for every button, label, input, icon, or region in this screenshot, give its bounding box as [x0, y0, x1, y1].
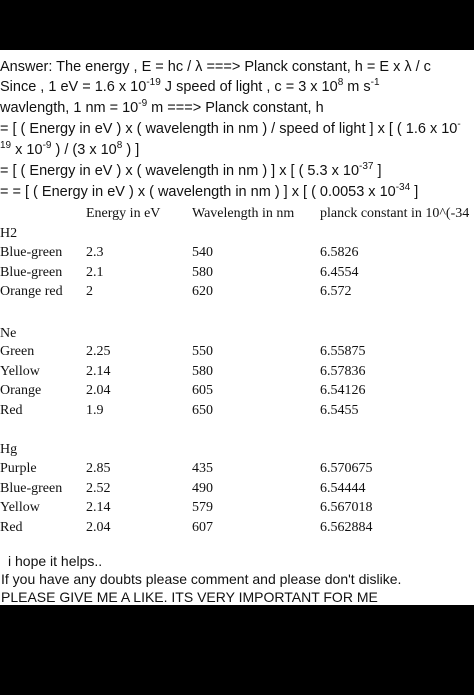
table-cell: 620	[192, 284, 213, 299]
header-energy: Energy in eV	[86, 206, 161, 221]
table-cell: 6.5455	[320, 402, 359, 418]
group-name: Ne	[0, 326, 17, 341]
row-label: Red	[0, 519, 23, 535]
table-cell: 6.55875	[320, 344, 366, 359]
doubts-text: If you have any doubts please comment and please don't dislike.	[1, 571, 402, 587]
table-cell: 650	[192, 402, 213, 418]
table-cell: 2.3	[86, 245, 104, 260]
formula-line: wavlength, 1 nm = $10^{-9}$ m ===> Planck constant, h	[0, 98, 324, 116]
header-wavelength: Wavelength in nm	[192, 206, 295, 221]
formula-line: $^{19}$ x $10^{-9}$ ) / (3 x $10^8$ ) ]	[0, 140, 140, 158]
table-cell: 2.04	[86, 519, 111, 535]
table-cell: 6.5826	[320, 245, 359, 260]
table-cell: 1.9	[86, 402, 104, 418]
row-label: Purple	[0, 461, 37, 476]
formula-line: = [ ( Energy in eV ) x ( wavelength in nm ) / speed of light ] x [ ( 1.6 x 10-	[0, 119, 461, 137]
table-cell: 2.25	[86, 344, 111, 359]
row-label: Green	[0, 344, 35, 359]
table-cell: 2.85	[86, 461, 111, 476]
table-cell: 2.52	[86, 480, 111, 496]
row-label: Orange	[0, 383, 42, 398]
table-cell: 579	[192, 500, 213, 515]
table-cell: 6.570675	[320, 461, 373, 476]
table-cell: 580	[192, 363, 213, 379]
table-cell: 6.572	[320, 284, 352, 299]
row-label: Red	[0, 402, 23, 418]
formula-line: Since , 1 eV = 1.6 x $10^{-19}$ J speed of light , c = 3 x $10^8$ m $s^{-1}$	[0, 77, 380, 95]
table-cell: 6.54444	[320, 480, 366, 496]
group-name: Hg	[0, 442, 18, 457]
table-cell: 6.562884	[320, 519, 373, 535]
row-label: Orange red	[0, 284, 63, 299]
row-label: Blue-green	[0, 480, 63, 496]
table-cell: 2.14	[86, 500, 111, 515]
table-cell: 2.1	[86, 264, 104, 280]
header-planck: planck constant in 10^(-34	[320, 206, 470, 221]
table-cell: 2.14	[86, 363, 111, 379]
table-cell: 580	[192, 264, 213, 280]
table-cell: 605	[192, 383, 213, 398]
table-cell: 6.54126	[320, 383, 366, 398]
like-text: PLEASE GIVE ME A LIKE. ITS VERY IMPORTANT FOR ME	[1, 589, 378, 605]
table-cell: 6.4554	[320, 264, 359, 280]
table-cell: 435	[192, 461, 213, 476]
table-cell: 6.567018	[320, 500, 373, 515]
group-name: H2	[0, 226, 18, 241]
table-cell: 2.04	[86, 383, 111, 398]
table-cell: 550	[192, 344, 213, 359]
formula-line: Answer: The energy , E = hc / λ ===> Planck constant, h = E x λ / c	[0, 59, 431, 75]
row-label: Blue-green	[0, 245, 63, 260]
table-cell: 607	[192, 519, 213, 535]
formula-line: = [ ( Energy in eV ) x ( wavelength in nm ) ] x [ ( 5.3 x $10^{-37}$ ]	[0, 161, 382, 179]
table-cell: 540	[192, 245, 213, 260]
table-cell: 6.57836	[320, 363, 366, 379]
table-cell: 490	[192, 480, 213, 496]
answer-page	[0, 50, 474, 605]
table-cell: 2	[86, 284, 93, 299]
row-label: Blue-green	[0, 264, 63, 280]
row-label: Yellow	[0, 500, 40, 515]
row-label: Yellow	[0, 363, 40, 379]
hope-text: i hope it helps..	[8, 553, 103, 569]
formula-line: = = [ ( Energy in eV ) x ( wavelength in nm ) ] x [ ( 0.0053 x $10^{-34}$ ]	[0, 182, 419, 200]
